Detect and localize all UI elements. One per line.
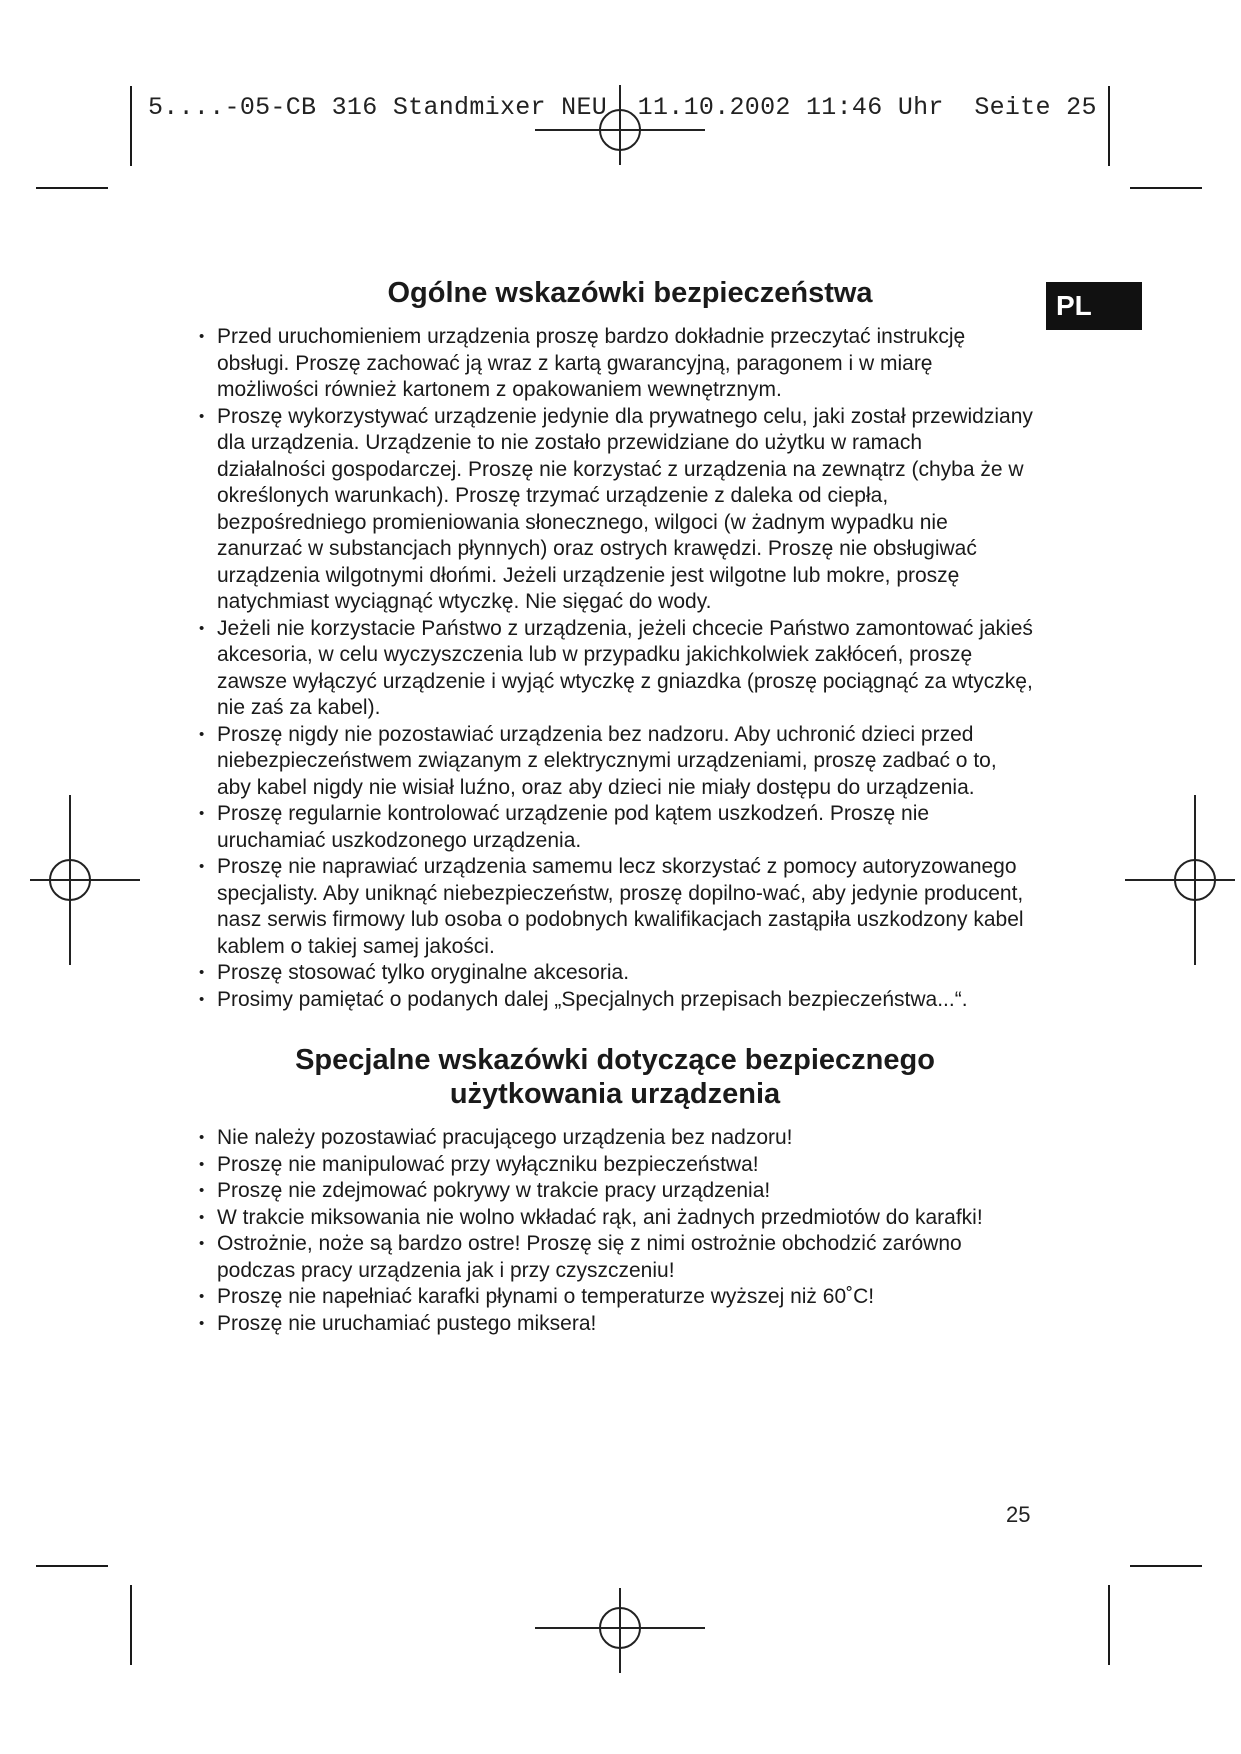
list-item: • Proszę nigdy nie pozostawiać urządzenia bez nadzoru. Aby uchronić dzieci przed niebezpieczeństwem związanym z elektrycznymi urządzeniami, proszę zadbać o to, aby kabel nigdy nie wisiał luźno, oraz aby dzieci nie miały dostępu do urządzenia. bbox=[195, 722, 1035, 802]
list-item: • Ostrożnie, noże są bardzo ostre! Proszę się z nimi ostrożnie obchodzić zarówno podczas pracy urządzenia jak i przy czyszczeniu! bbox=[195, 1231, 1035, 1284]
section2-list bbox=[195, 1125, 1035, 1337]
crop-mark bbox=[1130, 1565, 1202, 1567]
crop-mark bbox=[1108, 86, 1110, 166]
section1-list bbox=[195, 324, 1035, 1013]
list-item: • Proszę nie uruchamiać pustego miksera! bbox=[195, 1311, 1035, 1338]
page-content bbox=[195, 276, 1035, 1337]
crop-mark bbox=[1130, 187, 1202, 189]
list-item: • Jeżeli nie korzystacie Państwo z urządzenia, jeżeli chcecie Państwo zamontować jakieś akcesoria, w celu wyczyszczenia lub w przypadku jakichkolwiek zakłóceń, proszę zawsze wyłączyć urządzenie i wyjąć wtyczkę z gniazdka (proszę pociągnąć za wtyczkę, nie zaś za kabel). bbox=[195, 616, 1035, 722]
registration-mark-bottom bbox=[535, 1583, 705, 1673]
registration-mark-right bbox=[1125, 795, 1235, 965]
page-number: 25 bbox=[1006, 1502, 1031, 1527]
list-item: • Prosimy pamiętać o podanych dalej „Specjalnych przepisach bezpieczeństwa...“. bbox=[195, 987, 1035, 1014]
list-item: • Proszę regularnie kontrolować urządzenie pod kątem uszkodzeń. Proszę nie uruchamiać uszkodzonego urządzenia. bbox=[195, 801, 1035, 854]
list-item: • Proszę nie zdejmować pokrywy w trakcie pracy urządzenia! bbox=[195, 1178, 1035, 1205]
list-item: • Proszę stosować tylko oryginalne akcesoria. bbox=[195, 960, 1035, 987]
list-item: • Proszę nie manipulować przy wyłączniku bezpieczeństwa! bbox=[195, 1152, 1035, 1179]
registration-mark-top bbox=[535, 85, 705, 175]
section2-title-line2: użytkowania urządzenia bbox=[449, 1078, 781, 1110]
crop-mark bbox=[130, 1585, 132, 1665]
crop-mark bbox=[36, 187, 108, 189]
list-item: • Proszę nie napełniać karafki płynami o temperaturze wyższej niż 60˚C! bbox=[195, 1284, 1035, 1311]
print-slug: 5....-05-CB 316 Standmixer NEU 11.10.2002 11:46 Uhr Seite 25 bbox=[148, 93, 1097, 122]
list-item: • W trakcie miksowania nie wolno wkładać rąk, ani żadnych przedmiotów do karafki! bbox=[195, 1205, 1035, 1232]
section1-title: Ogólne wskazówki bezpieczeństwa bbox=[387, 277, 873, 309]
list-item: • Proszę wykorzystywać urządzenie jedynie dla prywatnego celu, jaki został przewidziany dla urządzenia. Urządzenie to nie zostało przewidziane do użytku w ramach działalności gospodarczej. Proszę nie korzystać z urządzenia na zewnątrz (chyba że w określonych warunkach). Proszę trzymać urządzenie z daleka od ciepła, bezpośredniego promieniowania słonecznego, wilgoci (w żadnym wypadku nie zanurzać w substancjach płynnych) oraz ostrych krawędzi. Proszę nie obsługiwać urządzenia wilgotnymi dłońmi. Jeżeli urządzenie jest wilgotne lub mokre, proszę natychmiast wyciągnąć wtyczkę. Nie sięgać do wody. bbox=[195, 404, 1035, 616]
crop-mark bbox=[1108, 1585, 1110, 1665]
crop-mark bbox=[130, 86, 132, 166]
crop-mark bbox=[36, 1565, 108, 1567]
registration-mark-left bbox=[30, 795, 140, 965]
language-tab: PL bbox=[1046, 282, 1142, 330]
section2-title-line1: Specjalne wskazówki dotyczące bezpiecznego bbox=[295, 1044, 935, 1076]
list-item: • Proszę nie naprawiać urządzenia samemu lecz skorzystać z pomocy autoryzowanego specjalisty. Aby uniknąć niebezpieczeństw, proszę dopilno-wać, aby jedynie producent, nasz serwis firmowy lub osoba o podobnych kwalifikacjach zastąpiła uszkodzony kabel kablem o takiej samej jakości. bbox=[195, 854, 1035, 960]
list-item: • Przed uruchomieniem urządzenia proszę bardzo dokładnie przeczytać instrukcję obsługi. Proszę zachować ją wraz z kartą gwarancyjną, paragonem i w miarę możliwości również kartonem z opakowaniem wewnętrznym. bbox=[195, 324, 1035, 404]
list-item: • Nie należy pozostawiać pracującego urządzenia bez nadzoru! bbox=[195, 1125, 1035, 1152]
section2-title bbox=[195, 1043, 1035, 1111]
